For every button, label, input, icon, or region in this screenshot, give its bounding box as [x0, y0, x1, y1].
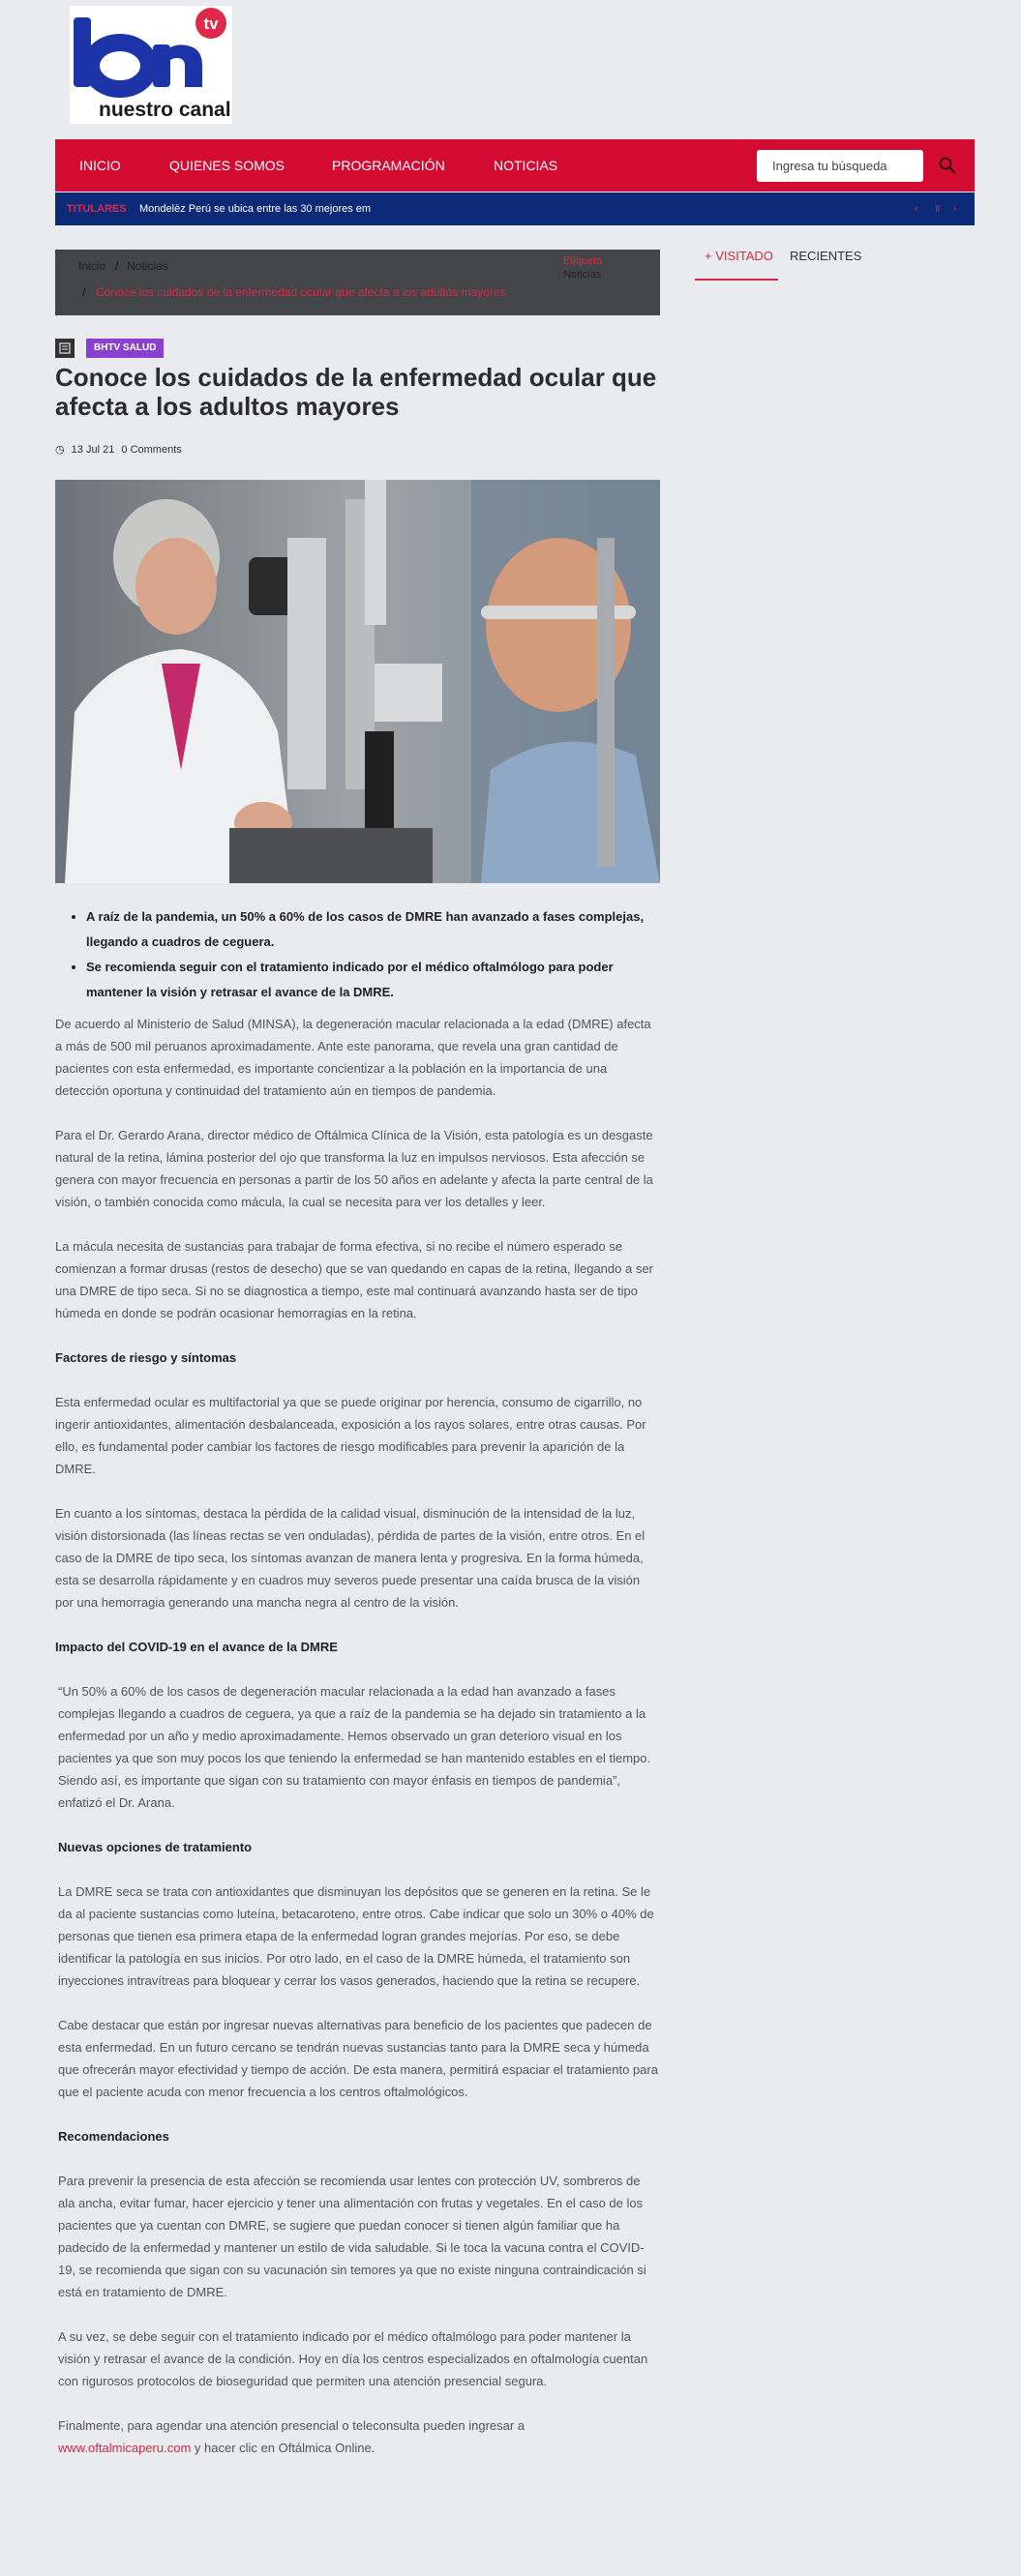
post-meta	[55, 443, 186, 456]
nav-programacion[interactable]: PROGRAMACIÓN	[332, 158, 445, 173]
ticker-headline[interactable]: Mondelēz Perú se ubica entre las 30 mejores em	[139, 203, 372, 215]
paragraph: De acuerdo al Ministerio de Salud (MINSA), la degeneración macular relacionada a la edad (DMRE) afecta a más de 500 mil peruanos aproximadamente. Ante este panorama, que revela una gran cantidad de pacientes con esta enfermedad, es importante concientizar a la población en la importancia de una detección oportuna y continuidad del tratamiento aún en tiempos de pandemia.	[55, 1017, 651, 1098]
quote-paragraph: “Un 50% a 60% de los casos de degeneración macular relacionada a la edad han avanzado a fases complejas llegando a cuadros de ceguera, ya que a raíz de la pandemia se ha dejado sin tratamiento a la enfermedad por un año y medio aproximadamente. Hemos observado un gran deterioro visual en los pacientes ya que son muy pocos los que teniendo la enfermedad se han mantenido estables en el tiempo. Siendo así, es importante que sigan con su tratamiento con mayor énfasis en tiempos de pandemia”, enfatizó el Dr. Arana.	[58, 1684, 651, 1810]
logo-badge-text: tv	[203, 15, 219, 33]
section-heading: Nuevas opciones de tratamiento	[58, 1840, 253, 1854]
breadcrumb-tag-title: Etiqueta	[563, 255, 603, 267]
post-format-icon	[55, 339, 75, 358]
breadcrumb-current: Conoce los cuidados de la enfermedad ocular que afecta a los adultos mayores	[96, 285, 506, 299]
highlight-item: • A raíz de la pandemia, un 50% a 60% de los casos de DMRE han avanzado a fases complejas, llegando a cuadros de ceguera.	[86, 904, 660, 955]
post-title: Conoce los cuidados de la enfermedad ocular que afecta a los adultos mayores	[55, 363, 657, 421]
search-icon[interactable]	[938, 156, 957, 175]
paragraph: En cuanto a los síntomas, destaca la pérdida de la calidad visual, disminución de la intensidad de la luz, visión distorsionada (las líneas rectas se ven onduladas), pérdida de partes de la visión, entre otros. En el caso de la DMRE de tipo seca, los síntomas avanzan de manera lenta y progresiva. En la forma húmeda, esta se desarrolla rápidamente y en cuadros muy severos puede presentar una caída brusca de la visión por una hemorragia generando una mancha negra al centro de la visión.	[55, 1506, 646, 1610]
tab-visitado[interactable]: + VISITADO	[695, 250, 778, 281]
headline-ticker	[55, 192, 975, 225]
paragraph: A su vez, se debe seguir con el tratamiento indicado por el médico oftalmólogo para poder mantener la visión y retrasar el avance de la condición. Hoy en día los centros especializados en oftalmología cuentan con rigurosos protocolos de bioseguridad que permiten una atención presencial segura.	[58, 2329, 648, 2388]
post-date: 13 Jul 21	[71, 444, 115, 456]
paragraph: Para el Dr. Gerardo Arana, director médico de Oftálmica Clínica de la Visión, esta patología es un desgaste natural de la retina, lámina posterior del ojo que transforma la luz en impulsos nerviosos. Esta afección se genera con mayor frecuencia en personas a partir de los 50 años en adelante y afecta la parte central de la visión, o también conocida como mácula, la cual se necesita para ver los detalles y leer.	[55, 1128, 653, 1209]
logo-brand-text: nuestro canal	[99, 99, 231, 121]
clock-icon: ◷	[55, 444, 65, 456]
main-navbar	[55, 139, 975, 192]
paragraph: La mácula necesita de sustancias para trabajar de forma efectiva, si no recibe el número esperado se comienzan a formar drusas (restos de desecho) que se van quedando en capas de la retina, llegando a ser una DMRE de tipo seca. Si no se diagnostica a tiempo, este mal continuará avanzando hasta ser de tipo húmeda en donde se podrán ocasionar hemorragias en la retina.	[55, 1239, 653, 1320]
sidebar-tabs	[695, 250, 976, 281]
section-heading: Recomendaciones	[58, 2129, 169, 2144]
site-logo[interactable]	[70, 6, 232, 124]
oftalmica-link[interactable]: www.oftalmicaperu.com	[58, 2441, 192, 2455]
section-heading: Impacto del COVID-19 en el avance de la DMRE	[55, 1640, 338, 1654]
post-comments[interactable]: 0 Comments	[121, 444, 182, 456]
tab-recientes[interactable]: RECIENTES	[790, 249, 862, 263]
ticker-next-button[interactable]: ›	[953, 203, 957, 215]
final-text: Finalmente, para agendar una atención presencial o teleconsulta pueden ingresar a	[58, 2418, 526, 2433]
breadcrumb-home[interactable]: Inicio	[78, 259, 106, 273]
featured-image	[55, 480, 660, 883]
section-heading: Factores de riesgo y síntomas	[55, 1350, 237, 1365]
ticker-label: TITULARES	[67, 203, 127, 215]
breadcrumb-noticias[interactable]: Noticias	[127, 259, 168, 273]
search-input[interactable]	[757, 150, 923, 182]
paragraph: Cabe destacar que están por ingresar nuevas alternativas para beneficio de los pacientes que padecen de esta enfermedad. En un futuro cercano se tendrán nuevas sustancias tanto para la DMRE seca y húmeda que ofrecerán mayor efectividad y tiempo de acción. De esta manera, permitirá espaciar el tratamiento para que el paciente acuda con menor frecuencia a los centros oftalmológicos.	[58, 2018, 658, 2099]
paragraph: Para prevenir la presencia de esta afección se recomienda usar lentes con protección UV, sombreros de ala ancha, evitar fumar, hacer ejercicio y tener una alimentación con frutas y vegetales. En el caso de los pacientes que ya cuentan con DMRE, se sugiere que puedan conocer si tienen algún familiar que ha padecido de la enfermedad y mantener un estilo de vida saludable. Si le toca la vacuna contra el COVID-19, se recomienda que sigan con su vacunación sin temores ya que no existe ninguna contraindicación si está en tratamiento de DMRE.	[58, 2174, 646, 2299]
highlight-item: • Se recomienda seguir con el tratamiento indicado por el médico oftalmólogo para poder mantener la visión y retrasar el avance de la DMRE.	[86, 955, 660, 1005]
paragraph: La DMRE seca se trata con antioxidantes que disminuyan los depósitos que se generen en la retina. Se le da al paciente sustancias como luteína, betacaroteno, entre otros. Cabe indicar que solo un 30% o 40% de personas que tienen esa primera etapa de la enfermedad logran grandes mejorías. Por eso, se debe identificar la patología en sus inicios. Por otro lado, en el caso de la DMRE húmeda, el tratamiento son inyecciones intravítreas para bloquear y cerrar los vasos generados, haciendo que la retina se recupere.	[58, 1884, 654, 1988]
nav-noticias[interactable]: NOTICIAS	[494, 158, 558, 173]
nav-inicio[interactable]: INICIO	[79, 158, 121, 173]
final-text-end: y hacer clic en Oftálmica Online.	[191, 2441, 375, 2455]
breadcrumb-separator: /	[82, 285, 86, 299]
paragraph: Esta enfermedad ocular es multifactorial ya que se puede originar por herencia, consumo de cigarrillo, no ingerir antioxidantes, alimentación desbalanceada, exposición a los rayos solares, entre otras causas. Por ello, es fundamental poder cambiar los factores de riesgo modificables para prevenir la aparición de la DMRE.	[55, 1395, 646, 1476]
breadcrumb-tag-item[interactable]: Noticias	[563, 269, 602, 281]
breadcrumb-separator: /	[115, 259, 119, 273]
breadcrumb	[55, 250, 660, 315]
ticker-prev-button[interactable]: ‹	[915, 203, 918, 215]
article-body	[55, 904, 660, 2481]
nav-quienes-somos[interactable]: QUIENES SOMOS	[169, 158, 285, 173]
category-badge[interactable]: BHTV SALUD	[86, 339, 164, 358]
final-paragraph	[55, 2414, 660, 2459]
ticker-pause-button[interactable]: ॥	[934, 203, 941, 215]
highlights-list	[86, 904, 660, 1005]
